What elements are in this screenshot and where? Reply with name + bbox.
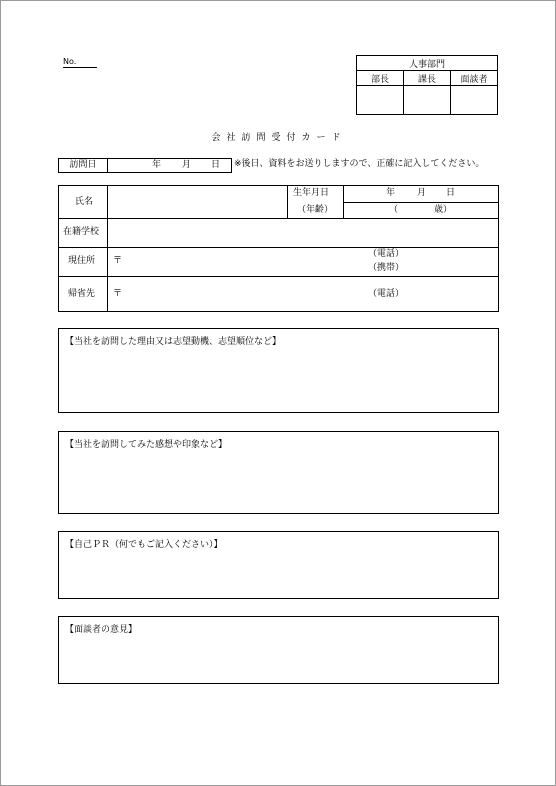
- self-pr-section[interactable]: [58, 531, 499, 599]
- address-label: 現住所: [68, 256, 96, 266]
- self-pr-heading: 【自己ＰＲ（何でもご記入ください）】: [65, 540, 223, 550]
- number-underline: [63, 67, 97, 68]
- visit-note: ※後日、資料をお送りしますので、正確に記入してください。: [234, 159, 485, 169]
- row-divider: [59, 247, 498, 248]
- name-column-divider: [287, 186, 288, 218]
- home-address-label: 帰省先: [68, 289, 96, 299]
- visit-year-unit: 年: [152, 160, 162, 170]
- name-label: 氏名: [75, 197, 94, 207]
- motivation-section[interactable]: [58, 328, 499, 413]
- interviewer-opinion-section[interactable]: [58, 616, 499, 684]
- address-postal-mark: 〒: [113, 256, 123, 266]
- hr-approval-table: [356, 55, 498, 115]
- seal-box-interviewer[interactable]: [451, 86, 498, 115]
- address-phone-label: （電話）: [368, 249, 405, 259]
- visit-date-box: [58, 158, 232, 173]
- motivation-heading: 【当社を訪問した理由又は志望動機、志望順位など】: [65, 337, 282, 347]
- row-divider: [59, 218, 498, 219]
- birth-day-unit: 日: [446, 188, 456, 198]
- school-field[interactable]: [109, 220, 496, 246]
- impression-heading: 【当社を訪問してみた感想や印象など】: [65, 440, 228, 450]
- impression-section[interactable]: [58, 431, 499, 514]
- seal-box-department-head[interactable]: [357, 86, 404, 115]
- age-unit: 歳）: [434, 205, 453, 215]
- approver-section-chief: 課長: [404, 71, 451, 86]
- label-column-divider: [107, 186, 108, 311]
- interviewer-opinion-heading: 【面談者の意見】: [65, 625, 138, 635]
- name-field[interactable]: [109, 187, 285, 217]
- approver-interviewer: 面談者: [451, 71, 498, 86]
- birth-date-label: 生年月日: [293, 188, 330, 198]
- approver-department-head: 部長: [357, 71, 404, 86]
- school-label: 在籍学校: [63, 227, 100, 237]
- row-divider: [59, 276, 498, 277]
- visit-day-unit: 日: [211, 160, 221, 170]
- visit-month-unit: 月: [182, 160, 192, 170]
- home-phone-label: （電話）: [368, 289, 405, 299]
- address-mobile-label: （携帯）: [368, 263, 405, 273]
- visit-date-label: 訪問日: [59, 159, 108, 172]
- age-label: （年齢）: [297, 205, 334, 215]
- card-title: 会社訪問受付カード: [211, 133, 347, 143]
- birth-month-unit: 月: [417, 188, 427, 198]
- birth-column-divider: [343, 186, 344, 218]
- hr-department-header: 人事部門: [357, 56, 498, 71]
- number-label: No.: [63, 57, 77, 66]
- birth-year-unit: 年: [386, 188, 396, 198]
- age-open-paren: （: [389, 205, 399, 215]
- seal-box-section-chief[interactable]: [404, 86, 451, 115]
- home-postal-mark: 〒: [113, 289, 123, 299]
- applicant-info-table: [58, 185, 499, 312]
- birth-row-divider: [343, 202, 498, 203]
